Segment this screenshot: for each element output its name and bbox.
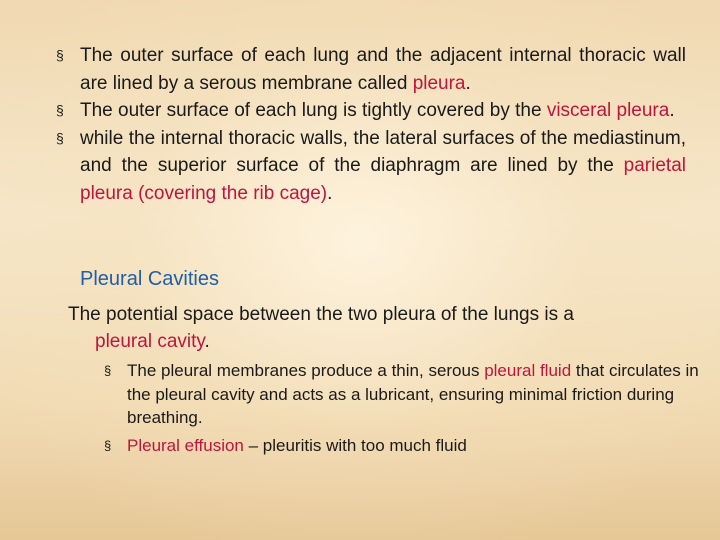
sub-bullet-text: The pleural membranes produce a thin, serous [127, 361, 485, 380]
sub-bullet-term: pleural fluid [484, 361, 572, 380]
sub-bullet-item [104, 434, 704, 458]
sub-bullet-item [104, 359, 704, 430]
bullet-term: visceral pleura [546, 100, 670, 121]
intro-term-line [68, 328, 678, 355]
bullet-text: while the internal thoracic walls, the lateral surfaces of the mediastinum, and the superior surface of the diaphragm are lined by the [80, 127, 686, 176]
bullet-list [56, 42, 686, 207]
bullet-marker: § [56, 129, 64, 146]
bullet-marker: § [56, 102, 64, 118]
sub-bullet-text-end: – pleuritis with too much fluid [243, 435, 467, 455]
bullet-text: The outer surface of each lung is tightly covered by the [80, 100, 547, 121]
bullet-term: pleura [412, 72, 466, 94]
bullet-item [56, 125, 686, 208]
sub-bullet-list [104, 359, 704, 461]
bullet-text: The outer surface of each lung and the adjacent internal thoracic wall are lined by a serous membrane called [80, 45, 686, 94]
intro-term: pleural cavity [95, 331, 205, 352]
bullet-marker: § [56, 47, 64, 63]
sub-bullet-marker: § [104, 437, 112, 453]
bullet-item [56, 42, 686, 97]
bullet-term: parietal pleura (covering the rib cage) [80, 155, 686, 204]
bullet-item [56, 97, 686, 125]
sub-bullet-marker: § [104, 363, 112, 378]
sub-bullet-text-end: that circulates in the pleural cavity and acts as a lubricant, ensuring minimal friction during breathing. [127, 361, 699, 427]
bullet-text-end: . [465, 72, 471, 94]
sub-bullet-term: Pleural effusion [127, 435, 244, 455]
section-intro [68, 301, 678, 355]
section-heading: Pleural Cavities [80, 268, 219, 290]
intro-text: The potential space between the two pleura of the lungs is a [68, 304, 574, 325]
bullet-text-end: . [327, 182, 333, 204]
bullet-text-end: . [669, 100, 675, 121]
intro-end: . [204, 331, 210, 352]
